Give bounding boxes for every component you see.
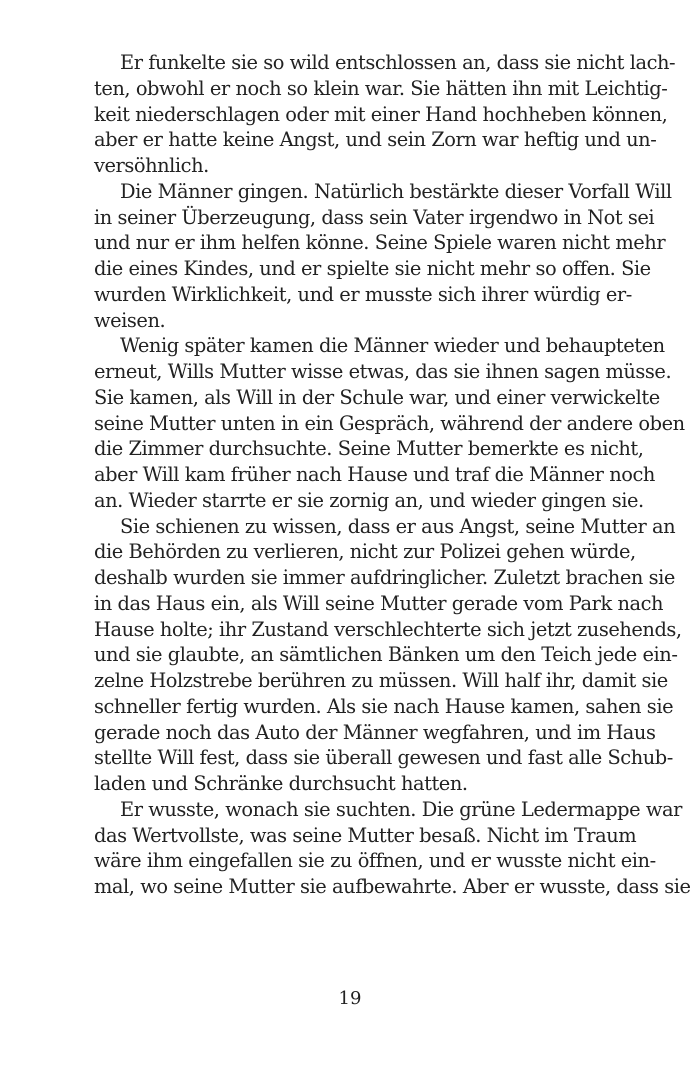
text-line: Sie kamen, als Will in der Schule war, und einer verwickelte (94, 385, 660, 409)
text-line: Wenig später kamen die Männer wieder und behaupteten (120, 334, 665, 358)
body-text (94, 50, 691, 900)
text-line: die Zimmer durchsuchte. Seine Mutter bemerkte es nicht, (94, 437, 644, 461)
text-line: weisen. (94, 308, 166, 332)
text-line: gerade noch das Auto der Männer wegfahren, und im Haus (94, 720, 656, 744)
text-line: Hause holte; ihr Zustand verschlechterte sich jetzt zusehends, (94, 617, 682, 641)
text-line: Die Männer gingen. Natürlich bestärkte dieser Vorfall Will (120, 179, 672, 203)
text-line: aber er hatte keine Angst, und sein Zorn war heftig und un- (94, 128, 657, 152)
text-line: Sie schienen zu wissen, dass er aus Angst, seine Mutter an (120, 514, 676, 538)
text-line: die eines Kindes, und er spielte sie nicht mehr so offen. Sie (94, 257, 651, 280)
text-line: keit niederschlagen oder mit einer Hand hochheben können, (94, 102, 668, 126)
text-line: wurden Wirklichkeit, und er musste sich ihrer würdig er- (94, 282, 632, 306)
text-line: wäre ihm eingefallen sie zu öffnen, und er wusste nicht ein- (94, 849, 656, 873)
text-line: stellte Will fest, dass sie überall gewesen und fast alle Schub- (94, 746, 673, 770)
text-line: mal, wo seine Mutter sie aufbewahrte. Aber er wusste, dass sie (94, 875, 691, 898)
text-line: ten, obwohl er noch so klein war. Sie hätten ihn mit Leichtig- (94, 76, 668, 100)
text-line: an. Wieder starrte er sie zornig an, und wieder gingen sie. (94, 488, 644, 512)
text-line: seine Mutter unten in ein Gespräch, während der andere oben (94, 411, 685, 435)
text-line: in das Haus ein, als Will seine Mutter gerade vom Park nach (94, 591, 664, 615)
text-line: das Wertvollste, was seine Mutter besaß. Nicht im Traum (94, 823, 637, 847)
text-line: und nur er ihm helfen könne. Seine Spiele waren nicht mehr (94, 231, 666, 255)
text-line: Er wusste, wonach sie suchten. Die grüne Ledermappe war (120, 797, 682, 821)
text-line: Er funkelte sie so wild entschlossen an, dass sie nicht lach- (120, 51, 676, 74)
text-line: und sie glaubte, an sämtlichen Bänken um den Teich jede ein- (94, 643, 678, 667)
text-line: versöhnlich. (94, 154, 209, 177)
text-line: die Behörden zu verlieren, nicht zur Polizei gehen würde, (94, 540, 636, 564)
text-line: in seiner Überzeugung, dass sein Vater irgendwo in Not sei (94, 205, 655, 229)
page-number: 19 (338, 988, 362, 1009)
text-line: erneut, Wills Mutter wisse etwas, das sie ihnen sagen müsse. (94, 360, 672, 383)
text-line: deshalb wurden sie immer aufdringlicher. Zuletzt brachen sie (94, 566, 675, 589)
text-line: laden und Schränke durchsucht hatten. (94, 772, 468, 795)
text-line: aber Will kam früher nach Hause und traf die Männer noch (94, 463, 655, 486)
text-line: schneller fertig wurden. Als sie nach Hause kamen, sahen sie (94, 694, 674, 718)
text-line: zelne Holzstrebe berühren zu müssen. Will half ihr, damit sie (94, 669, 668, 692)
